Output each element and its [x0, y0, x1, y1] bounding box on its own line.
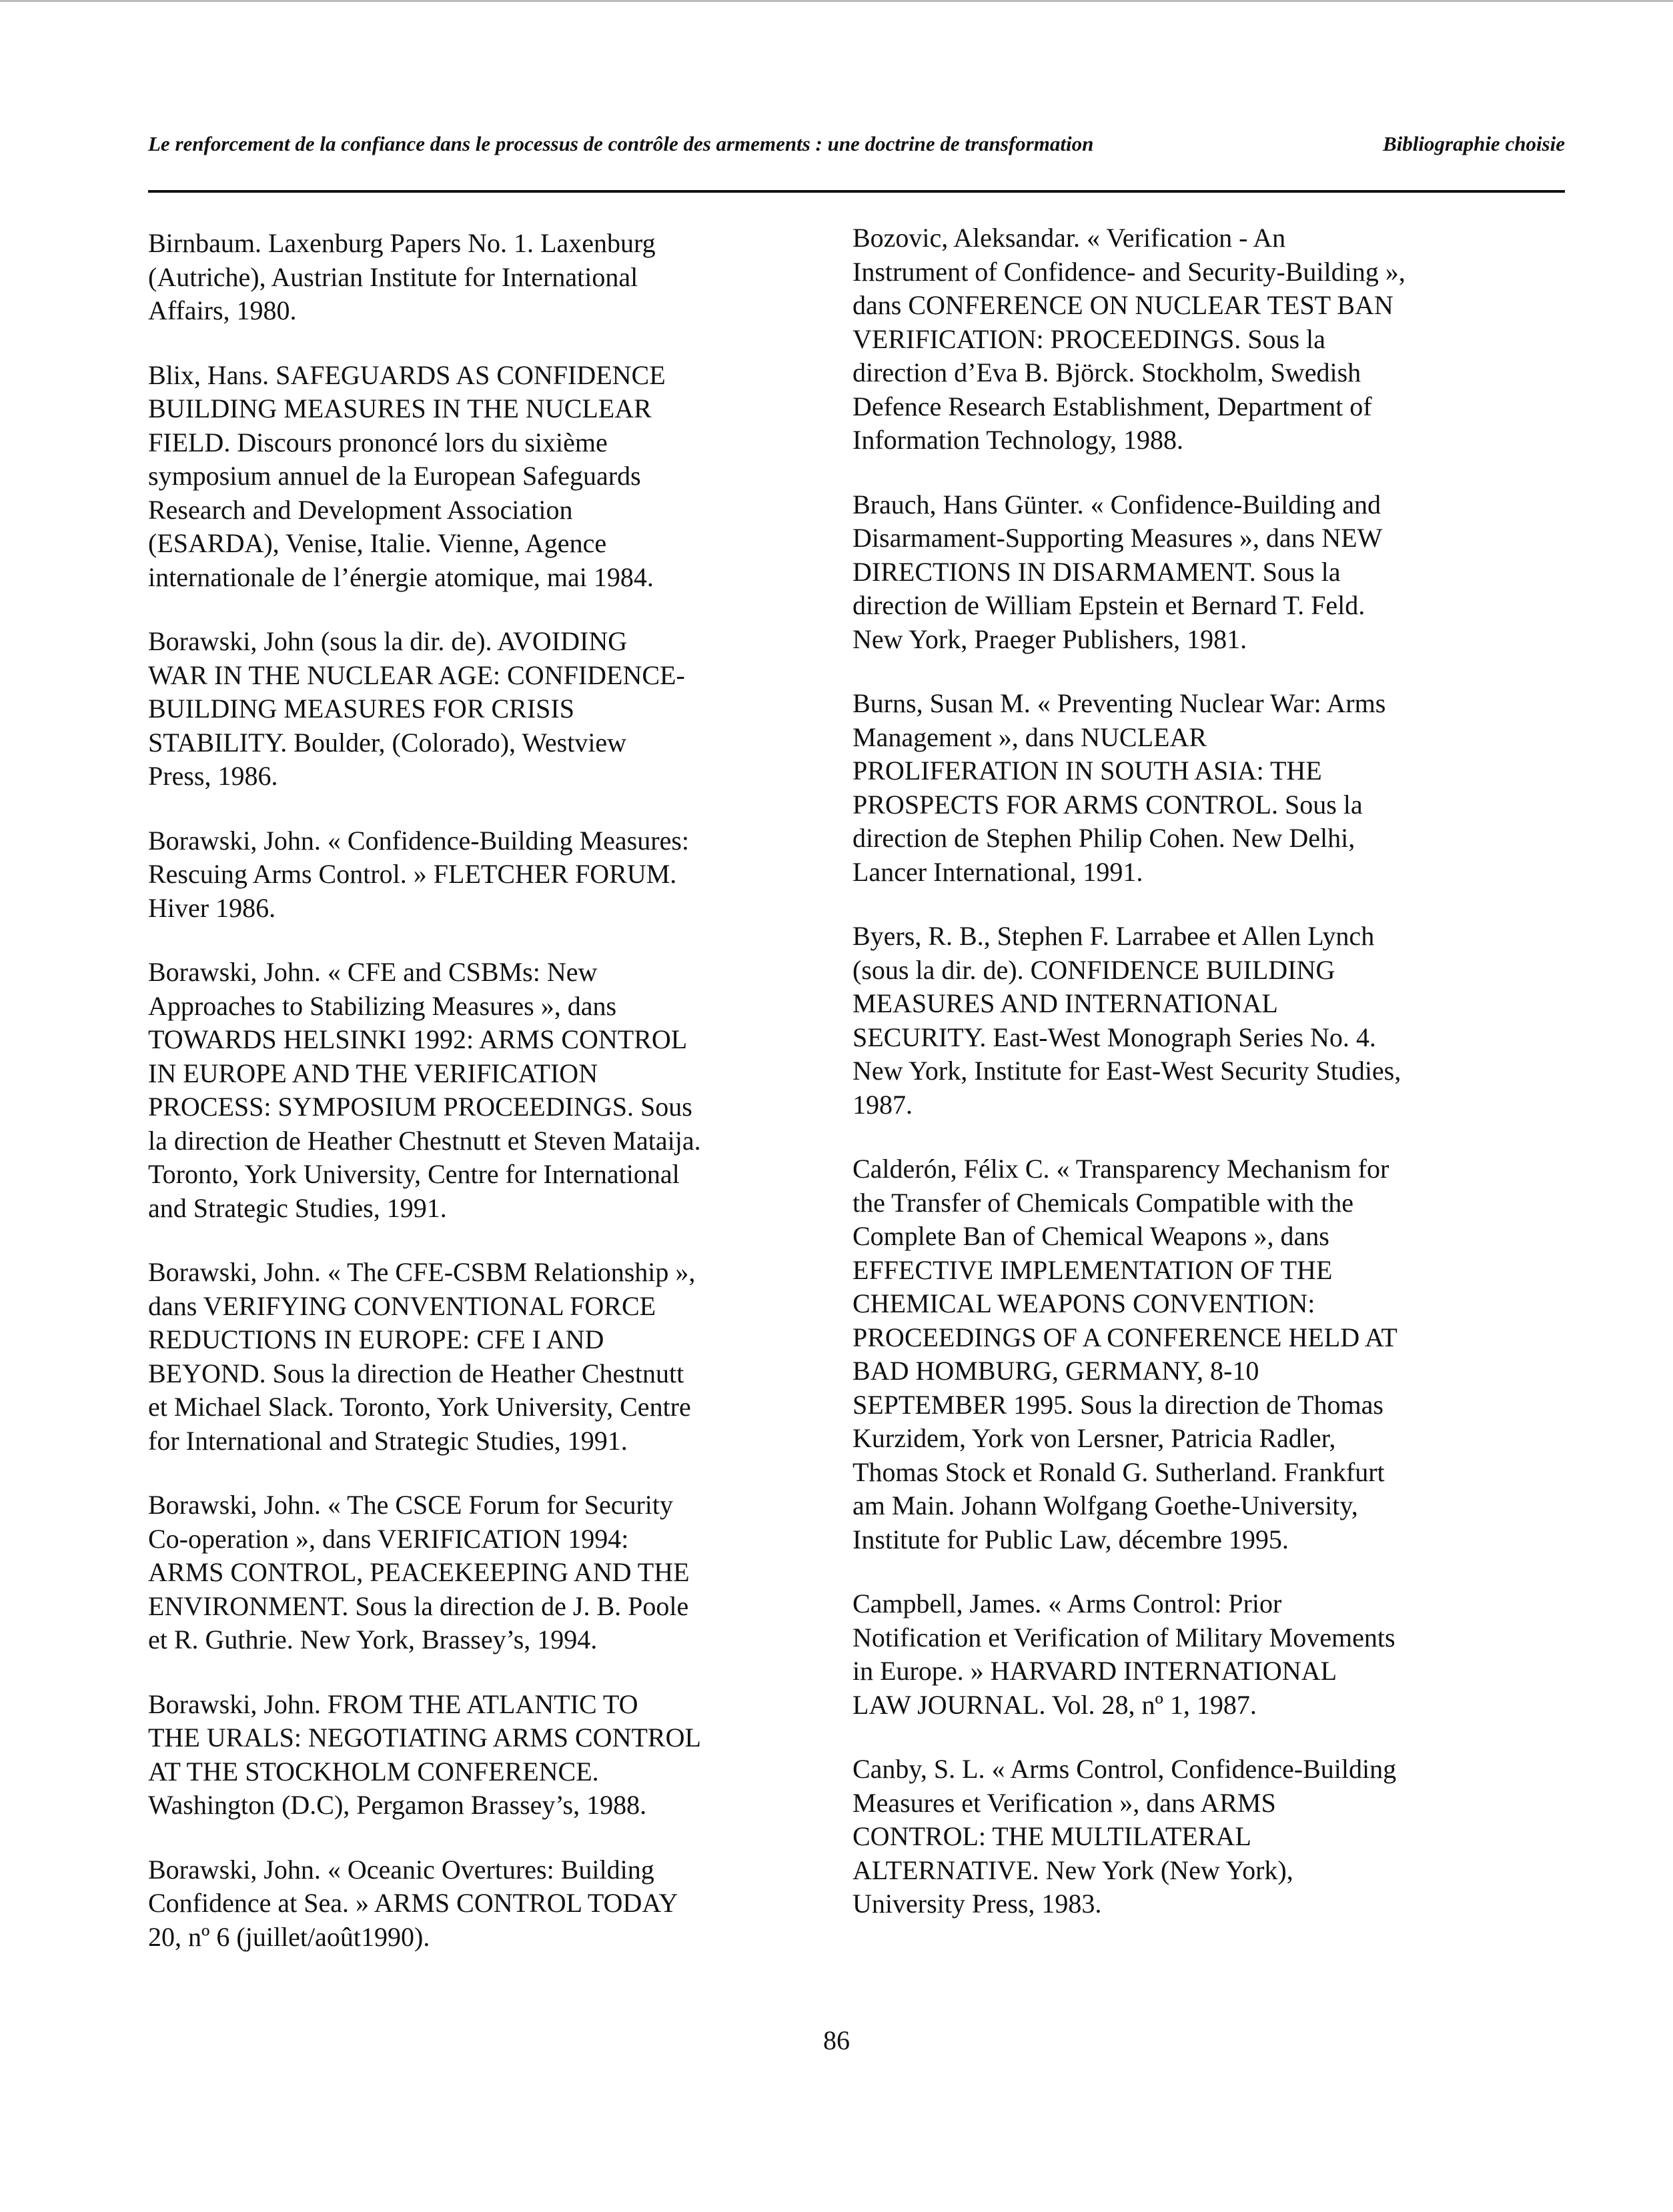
bibliography-entry: Borawski, John. « The CFE-CSBM Relationship », dans VERIFYING CONVENTIONAL FORCE REDUCTIONS IN EUROPE: CFE I AND BEYOND. Sous la direction de Heather Chestnutt et Michael Slack. Toronto, York University, Centre for International and Strategic Studies, 1991.: [148, 1257, 696, 1456]
running-header-section: Bibliographie choisie: [1383, 132, 1565, 155]
bibliography-entry: Campbell, James. « Arms Control: Prior Notification et Verification of Military Movements in Europe. » HARVARD INTERNATIONAL LAW JOURNAL. Vol. 28, nº 1, 1987.: [853, 1588, 1396, 1720]
bibliography-entry: Brauch, Hans Günter. « Confidence-Building and Disarmament-Supporting Measures », dans NEW DIRECTIONS IN DISARMAMENT. Sous la direction de William Epstein et Bernard T. Feld. New York, Praeger Publishers, 1981.: [853, 489, 1383, 654]
bibliography-entry: Blix, Hans. SAFEGUARDS AS CONFIDENCE BUILDING MEASURES IN THE NUCLEAR FIELD. Discours prononcé lors du sixième symposium annuel de la European Safeguards Research and Development Association (ESARDA), Venise, Italie. Vienne, Agence internationale de l’énergie atomique, mai 1984.: [148, 359, 666, 592]
bibliography-entry: Canby, S. L. « Arms Control, Confidence-Building Measures et Verification », dans ARMS CONTROL: THE MULTILATERAL ALTERNATIVE. New York (New York), University Press, 1983.: [853, 1754, 1397, 1919]
bibliography-entry: Byers, R. B., Stephen F. Larrabee et Allen Lynch (sous la dir. de). CONFIDENCE BUILDING MEASURES AND INTERNATIONAL SECURITY. East-West Monograph Series No. 4. New York, Institute for East-West Security Studies, 1987.: [853, 921, 1402, 1120]
bibliography-entry: Borawski, John. « Oceanic Overtures: Building Confidence at Sea. » ARMS CONTROL TODAY 20, nº 6 (juillet/août1990).: [148, 1854, 678, 1952]
bibliography-entry: Birnbaum. Laxenburg Papers No. 1. Laxenburg (Autriche), Austrian Institute for International Affairs, 1980.: [148, 228, 656, 325]
bibliography-entry: Burns, Susan M. « Preventing Nuclear War: Arms Management », dans NUCLEAR PROLIFERATION IN SOUTH ASIA: THE PROSPECTS FOR ARMS CONTROL. Sous la direction de Stephen Philip Cohen. New Delhi, Lancer International, 1991.: [853, 688, 1386, 887]
bibliography-entry: Borawski, John. FROM THE ATLANTIC TO THE URALS: NEGOTIATING ARMS CONTROL AT THE STOCKHOLM CONFERENCE. Washington (D.C), Pergamon Brassey’s, 1988.: [148, 1689, 701, 1820]
header-rule: [148, 190, 1565, 193]
bibliography-left-column: [148, 227, 768, 1985]
running-header-title: Le renforcement de la confiance dans le processus de contrôle des armements : une doctrine de transformation: [148, 132, 1094, 155]
bibliography-entry: Borawski, John. « Confidence-Building Measures: Rescuing Arms Control. » FLETCHER FORUM. Hiver 1986.: [148, 825, 689, 923]
running-header: [148, 131, 1565, 157]
bibliography-entry: Calderón, Félix C. « Transparency Mechanism for the Transfer of Chemicals Compatible with the Complete Ban of Chemical Weapons », dans EFFECTIVE IMPLEMENTATION OF THE CHEMICAL WEAPONS CONVENTION: PROCEEDINGS OF A CONFERENCE HELD AT BAD HOMBURG, GERMANY, 8-10 SEPTEMBER 1995. Sous la direction de Thomas Kurzidem, York von Lersner, Patricia Radler, Thomas Stock et Ronald G. Sutherland. Frankfurt am Main. Johann Wolfgang Goethe-University, Institute for Public Law, décembre 1995.: [853, 1154, 1398, 1554]
bibliography-right-column: [853, 221, 1506, 1952]
bibliography-entry: Borawski, John. « CFE and CSBMs: New Approaches to Stabilizing Measures », dans TOWARDS HELSINKI 1992: ARMS CONTROL IN EUROPE AND THE VERIFICATION PROCESS: SYMPOSIUM PROCEEDINGS. Sous la direction de Heather Chestnutt et Steven Mataija. Toronto, York University, Centre for International and Strategic Studies, 1991.: [148, 957, 701, 1223]
bibliography-entry: Bozovic, Aleksandar. « Verification - An Instrument of Confidence- and Security-Building », dans CONFERENCE ON NUCLEAR TEST BAN VERIFICATION: PROCEEDINGS. Sous la direction d’Eva B. Björck. Stockholm, Swedish Defence Research Establishment, Department of Information Technology, 1988.: [853, 223, 1406, 455]
page-number: 86: [823, 2025, 850, 2055]
bibliography-entry: Borawski, John (sous la dir. de). AVOIDING WAR IN THE NUCLEAR AGE: CONFIDENCE- BUILDING MEASURES FOR CRISIS STABILITY. Boulder, (Colorado), Westview Press, 1986.: [148, 626, 685, 791]
scan-edge-line: [0, 0, 1673, 2]
bibliography-entry: Borawski, John. « The CSCE Forum for Security Co-operation », dans VERIFICATION 1994: ARMS CONTROL, PEACEKEEPING AND THE ENVIRONMENT. Sous la direction de J. B. Poole et R. Guthrie. New York, Brassey’s, 1994.: [148, 1490, 690, 1654]
